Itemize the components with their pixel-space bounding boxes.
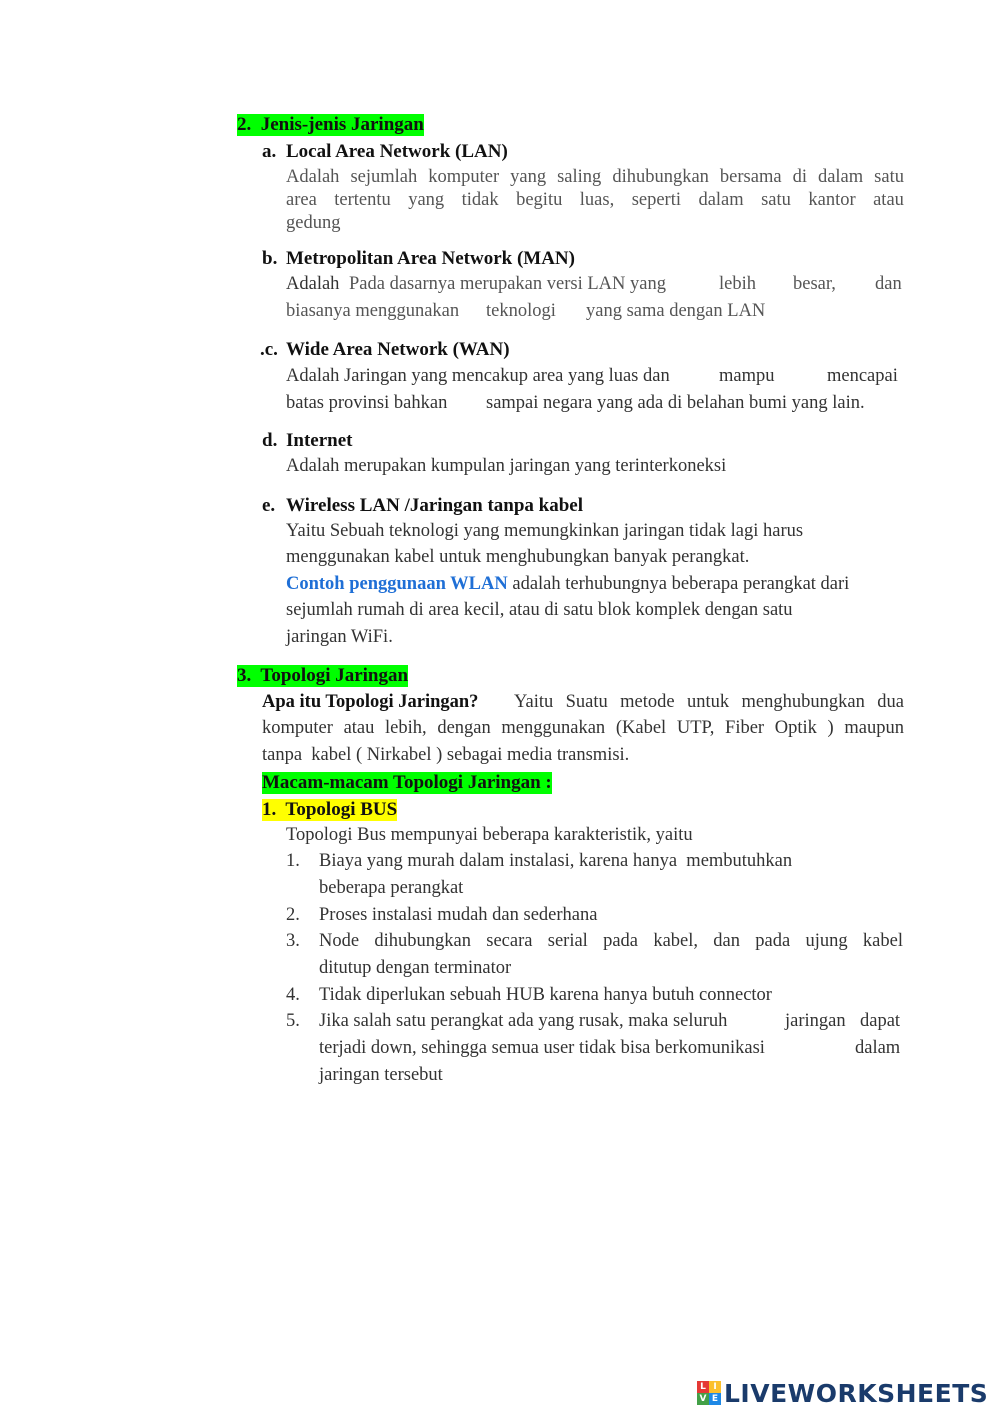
item-e-line1: Yaitu Sebuah teknologi yang memungkinkan jaringan tidak lagi harus: [286, 521, 804, 541]
topologi-question-line1: [262, 692, 904, 713]
item-a-heading: Local Area Network (LAN): [286, 141, 508, 162]
word: pada: [755, 931, 791, 951]
word: kabel: [862, 931, 903, 951]
word: menggunakan: [501, 718, 606, 738]
bus-item-1-line2: beberapa perangkat: [319, 878, 464, 898]
word: tertentu: [334, 190, 391, 210]
item-e-line4: sejumlah rumah di area kecil, atau di satu blok komplek dengan satu: [286, 600, 793, 620]
word: atau: [343, 718, 375, 738]
item-b-line1-text: Pada dasarnya merupakan versi LAN yang: [349, 274, 666, 294]
item-c-line2-a: batas provinsi bahkan: [286, 393, 448, 413]
item-b-line1-dan: dan: [875, 274, 902, 294]
item-e-line3: Contoh penggunaan WLAN adalah terhubungnya beberapa perangkat dari: [286, 574, 850, 594]
word: Adalah: [286, 167, 340, 187]
logo-mark-v: V: [697, 1393, 709, 1405]
word: komputer: [428, 167, 500, 187]
word: yang: [510, 167, 547, 187]
word: satu: [874, 167, 904, 187]
topologi-bus-intro: Topologi Bus mempunyai beberapa karakteristik, yaitu: [286, 825, 693, 845]
item-c-marker: .c.: [260, 339, 278, 360]
word: dengan: [437, 718, 491, 738]
bus-item-5-line2-b: dalam: [855, 1038, 901, 1058]
word: serial: [547, 931, 588, 951]
bus-item-5-line1-c: dapat: [860, 1011, 901, 1031]
word: dua: [877, 692, 904, 712]
word: Fiber: [725, 718, 765, 738]
item-d-heading: Internet: [286, 430, 353, 451]
bus-item-4-line1: Tidak diperlukan sebuah HUB karena hanya butuh connector: [319, 985, 772, 1005]
item-a-marker: a.: [262, 141, 277, 162]
item-c-line1-c: mencapai: [827, 366, 898, 386]
section-2-heading: 2. Jenis-jenis Jaringan: [237, 114, 424, 135]
item-b-line1-adalah: Adalah: [286, 274, 340, 294]
word: satu: [761, 190, 791, 210]
word: kabel,: [653, 931, 698, 951]
word: secara: [486, 931, 533, 951]
word: saling: [557, 167, 602, 187]
topologi-answer-line3: tanpa kabel ( Nirkabel ) sebagai media transmisi.: [262, 745, 630, 765]
word: bersama: [719, 167, 782, 187]
word: (Kabel: [615, 718, 667, 738]
word: dihubungkan: [374, 931, 471, 951]
item-c-line1-b: mampu: [719, 366, 775, 386]
word: UTP,: [676, 718, 715, 738]
bus-item-5-line1-a: Jika salah satu perangkat ada yang rusak, maka seluruh: [319, 1011, 728, 1031]
liveworksheets-logo-text: LIVEWORKSHEETS: [724, 1378, 989, 1408]
word: pada: [603, 931, 639, 951]
logo-mark-i: I: [709, 1381, 721, 1393]
item-b-line1-besar: besar,: [793, 274, 836, 294]
item-a-line2: [286, 190, 904, 211]
word: ujung: [805, 931, 848, 951]
word: Yaitu: [514, 692, 554, 712]
liveworksheets-logo-icon: [697, 1381, 721, 1405]
item-d-line1: Adalah merupakan kumpulan jaringan yang terinterkoneksi: [286, 456, 727, 476]
word: sejumlah: [350, 167, 418, 187]
bus-item-5-line3: jaringan tersebut: [319, 1065, 443, 1085]
bus-item-2-line1: Proses instalasi mudah dan sederhana: [319, 905, 598, 925]
word: maupun: [844, 718, 904, 738]
bus-item-2-num: 2.: [286, 905, 300, 925]
word: Optik: [774, 718, 817, 738]
item-a-line3: gedung: [286, 213, 341, 233]
word: area: [286, 190, 317, 210]
topologi-answer-line1: [514, 692, 904, 713]
item-c-line2-b: sampai negara yang ada di belahan bumi yang lain.: [486, 393, 865, 413]
item-d-marker: d.: [262, 430, 278, 451]
word: Node: [319, 931, 360, 951]
word: metode: [620, 692, 675, 712]
word: dalam: [817, 167, 864, 187]
word: tidak: [461, 190, 499, 210]
wlan-example-link: Contoh penggunaan WLAN: [286, 574, 508, 594]
section-3-heading: 3. Topologi Jaringan: [237, 665, 409, 686]
item-e-heading: Wireless LAN /Jaringan tanpa kabel: [286, 495, 584, 516]
item-b-line1-lebih: lebih: [719, 274, 756, 294]
bus-item-5-line1-b: jaringan: [785, 1011, 846, 1031]
liveworksheets-logo[interactable]: [697, 1378, 988, 1408]
bus-item-5-num: 5.: [286, 1011, 300, 1031]
bus-item-4-num: 4.: [286, 985, 300, 1005]
word: begitu: [516, 190, 563, 210]
word: kantor: [808, 190, 856, 210]
word: atau: [873, 190, 904, 210]
item-b-line2-a: biasanya menggunakan: [286, 301, 460, 321]
word: luas,: [579, 190, 615, 210]
word: menghubungkan: [741, 692, 865, 712]
word: dihubungkan: [612, 167, 709, 187]
macam-topologi-heading: Macam-macam Topologi Jaringan :: [262, 772, 552, 793]
bus-item-5-line2-a: terjadi down, sehingga semua user tidak bisa berkomunikasi: [319, 1038, 765, 1058]
word: dalam: [698, 190, 744, 210]
logo-mark-e: E: [709, 1393, 721, 1405]
word: dan: [713, 931, 740, 951]
item-b-line2-c: yang sama dengan LAN: [586, 301, 766, 321]
word: di: [792, 167, 807, 187]
item-b-marker: b.: [262, 248, 278, 269]
word: lebih,: [385, 718, 427, 738]
item-e-marker: e.: [262, 495, 276, 516]
item-c-heading: Wide Area Network (WAN): [286, 339, 510, 360]
item-e-line5: jaringan WiFi.: [286, 627, 393, 647]
item-b-heading: Metropolitan Area Network (MAN): [286, 248, 575, 269]
topologi-question: Apa itu Topologi Jaringan?: [262, 692, 479, 712]
bus-item-3-line2: ditutup dengan terminator: [319, 958, 512, 978]
word: untuk: [687, 692, 730, 712]
word: yang: [408, 190, 445, 210]
bus-item-1-num: 1.: [286, 851, 300, 871]
topologi-bus-heading: 1. Topologi BUS: [262, 799, 398, 820]
bus-item-1-line1: Biaya yang murah dalam instalasi, karena hanya membutuhkan: [319, 851, 793, 871]
topologi-answer-line2: [262, 718, 904, 739]
bus-item-3-line1: [319, 931, 903, 952]
item-a-line1: [286, 167, 904, 188]
bus-item-3-num: 3.: [286, 931, 300, 951]
item-e-line2: menggunakan kabel untuk menghubungkan banyak perangkat.: [286, 547, 750, 567]
item-b-line2-b: teknologi: [486, 301, 556, 321]
word: seperti: [631, 190, 681, 210]
item-c-line1-a: Adalah Jaringan yang mencakup area yang luas dan: [286, 366, 670, 386]
word: ): [827, 718, 834, 738]
word: komputer: [262, 718, 333, 738]
word: Suatu: [565, 692, 608, 712]
logo-mark-l: L: [697, 1381, 709, 1393]
